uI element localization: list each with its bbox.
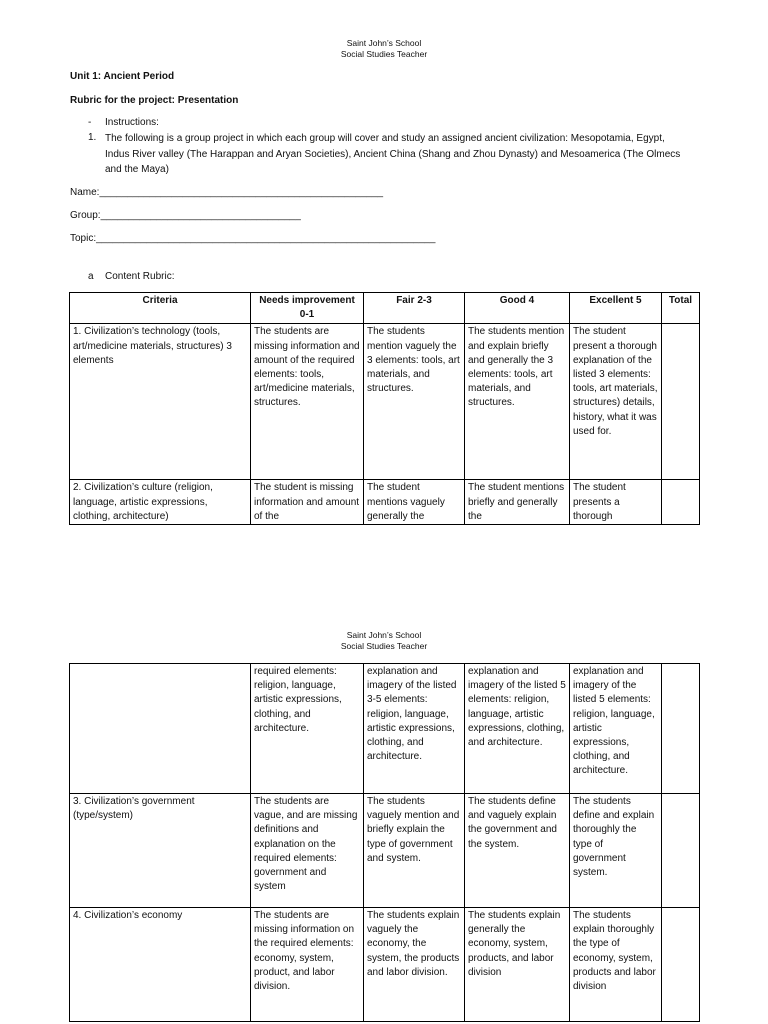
needs-improvement-cell: required elements: religion, language, artistic expressions, clothing, and architecture.	[251, 664, 364, 794]
good-cell	[465, 480, 570, 525]
total-cell[interactable]	[662, 664, 700, 794]
table-row	[70, 480, 700, 525]
needs-improvement-cell: The students are missing information on the required elements: economy, system, product, and labor division.	[251, 908, 364, 1022]
good-cell: The students mention and explain briefly and generally the 3 elements: tools, art materials, and structures.	[465, 324, 570, 480]
criteria-cell	[70, 480, 251, 525]
excellent-text: The student presents a thorough	[573, 482, 626, 522]
header-good: Good 4	[465, 293, 570, 324]
table-row	[70, 908, 700, 1022]
needs-improvement-cell: The students are vague, and are missing definitions and explanation on the required elements: government and system	[251, 794, 364, 908]
good-cell: The students define and vaguely explain the government and the system.	[465, 794, 570, 908]
fair-cell	[364, 480, 465, 525]
rubric-title: Rubric for the project: Presentation	[70, 95, 239, 106]
good-cell: The students explain generally the economy, system, products, and labor division	[465, 908, 570, 1022]
fair-text: The student mentions vaguely generally the	[367, 482, 445, 522]
header-fair: Fair 2-3	[364, 293, 465, 324]
criteria-cell: 4. Civilization’s economy	[70, 908, 251, 1022]
rubric-table	[69, 292, 700, 525]
fair-cell: explanation and imagery of the listed 3-5 elements: religion, language, artistic expressions, clothing, and architecture.	[364, 664, 465, 794]
table-row	[70, 794, 700, 908]
fair-cell: The students mention vaguely the 3 elements: tools, art materials, and structures.	[364, 324, 465, 480]
total-cell[interactable]	[662, 794, 700, 908]
header-total: Total	[662, 293, 700, 324]
needs-improvement-cell: The students are missing information and amount of the required elements: tools, art/medicine materials, structures.	[251, 324, 364, 480]
group-field[interactable]: Group:____________________________________	[70, 210, 301, 221]
total-cell[interactable]	[662, 324, 700, 480]
criteria-cell	[70, 664, 251, 794]
criteria-cell: 3. Civilization’s government (type/system)	[70, 794, 251, 908]
fair-cell: The students explain vaguely the economy, the system, the products and labor division.	[364, 908, 465, 1022]
table-header-row	[70, 293, 700, 324]
excellent-cell: The student present a thorough explanation of the listed 3 elements: tools, art materials, structures) details, history, what it was used for.	[570, 324, 662, 480]
excellent-cell: The students explain thoroughly the type of economy, system, products and labor division	[570, 908, 662, 1022]
name-field[interactable]: Name:___________________________________________________	[70, 187, 384, 198]
content-rubric-label: Content Rubric:	[105, 271, 175, 282]
good-cell: explanation and imagery of the listed 5 elements: religion, language, artistic expressions, clothing, and architecture.	[465, 664, 570, 794]
needs-improvement-cell	[251, 480, 364, 525]
criteria-text: 2. Civilization’s culture (religion, language, artistic expressions, clothing, architecture)	[73, 482, 213, 522]
teacher-role: Social Studies Teacher	[340, 49, 428, 59]
instruction-bullet: -	[88, 117, 92, 128]
topic-field[interactable]: Topic:_____________________________________________________________	[70, 233, 436, 244]
excellent-cell: The students define and explain thoroughly the type of government system.	[570, 794, 662, 908]
header-excellent: Excellent 5	[570, 293, 662, 324]
school-name: Saint John’s School	[346, 38, 422, 48]
unit-title: Unit 1: Ancient Period	[70, 71, 175, 82]
header-needs-improvement: Needs improvement 0-1	[251, 293, 364, 324]
total-cell[interactable]	[662, 908, 700, 1022]
table-row	[70, 664, 700, 794]
table-row	[70, 324, 700, 480]
good-text: The student mentions briefly and generally the	[468, 482, 565, 522]
instructions-label: Instructions:	[105, 117, 159, 128]
school-name: Saint John’s School	[346, 630, 422, 640]
page-gap	[0, 590, 768, 622]
document-page-2	[0, 622, 768, 1024]
needs-improvement-text: The student is missing information and amount of the	[254, 482, 360, 522]
header-criteria: Criteria	[70, 293, 251, 324]
fair-cell: The students vaguely mention and briefly explain the type of government and system.	[364, 794, 465, 908]
content-rubric-marker: a	[88, 271, 94, 282]
instruction-number: 1.	[88, 132, 97, 143]
total-cell[interactable]	[662, 480, 700, 525]
instruction-text: The following is a group project in which each group will cover and study an assigned ancient civilization: Mesopotamia, Egypt, Indus River valley (The Harappan and Aryan Societies), Ancient China (Shang and Zhou Dynasty) and Mesoamerica (The Olmecs and the Maya)	[105, 133, 681, 175]
excellent-cell: explanation and imagery of the listed 5 elements: religion, language, artistic expressions, clothing, and architecture.	[570, 664, 662, 794]
teacher-role: Social Studies Teacher	[340, 641, 428, 651]
rubric-table-continued	[69, 663, 700, 1022]
excellent-cell	[570, 480, 662, 525]
criteria-cell: 1. Civilization’s technology (tools, art/medicine materials, structures) 3 elements	[70, 324, 251, 480]
